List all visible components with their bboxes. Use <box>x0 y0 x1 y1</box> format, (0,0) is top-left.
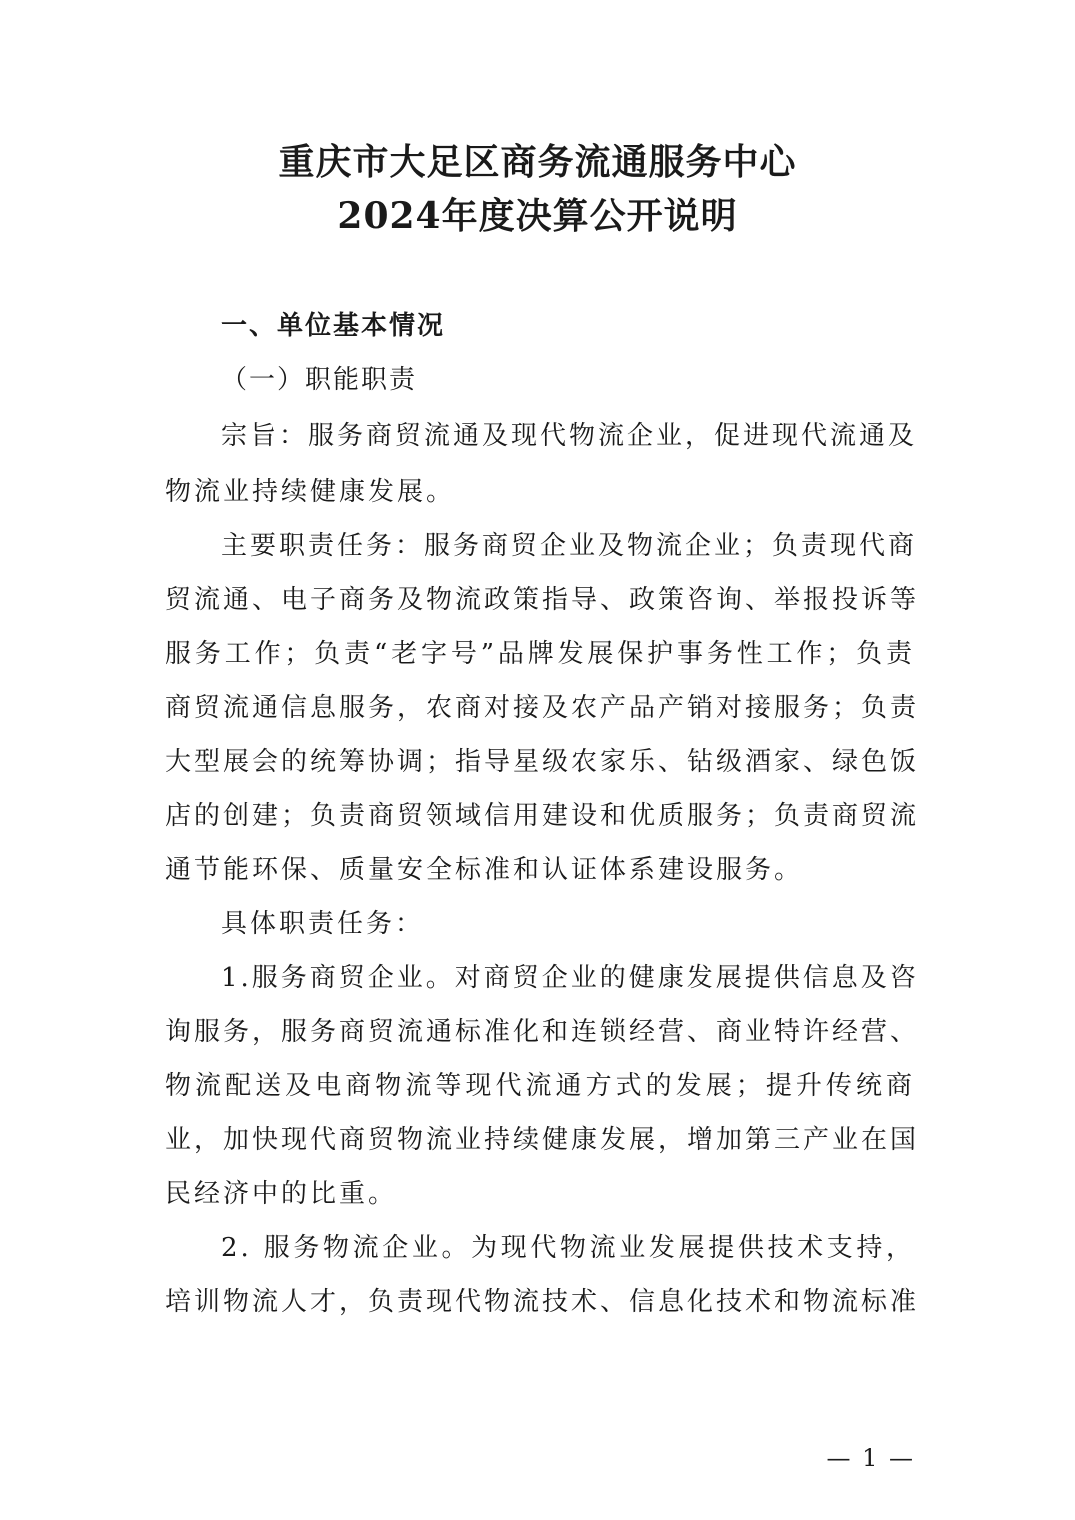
paragraph-line: 店的创建；负责商贸领域信用建设和优质服务；负责商贸流 <box>165 801 920 831</box>
paragraph-line: 民经济中的比重。 <box>165 1179 398 1209</box>
paragraph-line: 具体职责任务： <box>221 909 425 939</box>
section-heading: 一、单位基本情况 <box>221 311 446 341</box>
paragraph-line: 贸流通、电子商务及物流政策指导、政策咨询、举报投诉等 <box>165 585 920 615</box>
paragraph-line: 询服务，服务商贸流通标准化和连锁经营、商业特许经营、 <box>165 1017 920 1047</box>
document-title-line-2: 2024年度决算公开说明 <box>337 195 738 237</box>
paragraph-line: 业，加快现代商贸物流业持续健康发展，增加第三产业在国 <box>165 1125 920 1155</box>
paragraph-line: 2. 服务物流企业。为现代物流业发展提供技术支持， <box>221 1233 915 1263</box>
paragraph-line: 物流业持续健康发展。 <box>165 477 456 507</box>
paragraph-line: 主要职责任务：服务商贸企业及物流企业；负责现代商 <box>221 531 918 561</box>
paragraph-line: 服务工作；负责“老字号”品牌发展保护事务性工作；负责 <box>165 639 915 669</box>
page-number: — 1 — <box>826 1444 915 1472</box>
paragraph-line: 商贸流通信息服务，农商对接及农产品产销对接服务；负责 <box>165 693 920 723</box>
paragraph-line: 大型展会的统筹协调；指导星级农家乐、钻级酒家、绿色饭 <box>165 747 920 777</box>
paragraph-line: 宗旨：服务商贸流通及现代物流企业，促进现代流通及 <box>221 421 918 451</box>
paragraph-line: 物流配送及电商物流等现代流通方式的发展；提升传统商 <box>165 1071 915 1101</box>
subsection-heading: （一）职能职责 <box>221 365 418 395</box>
paragraph-line: 1.服务商贸企业。对商贸企业的健康发展提供信息及咨 <box>221 963 919 993</box>
document-title-line-1: 重庆市大足区商务流通服务中心 <box>278 141 797 183</box>
paragraph-line: 培训物流人才，负责现代物流技术、信息化技术和物流标准 <box>165 1287 920 1317</box>
paragraph-line: 通节能环保、质量安全标准和认证体系建设服务。 <box>165 855 804 885</box>
